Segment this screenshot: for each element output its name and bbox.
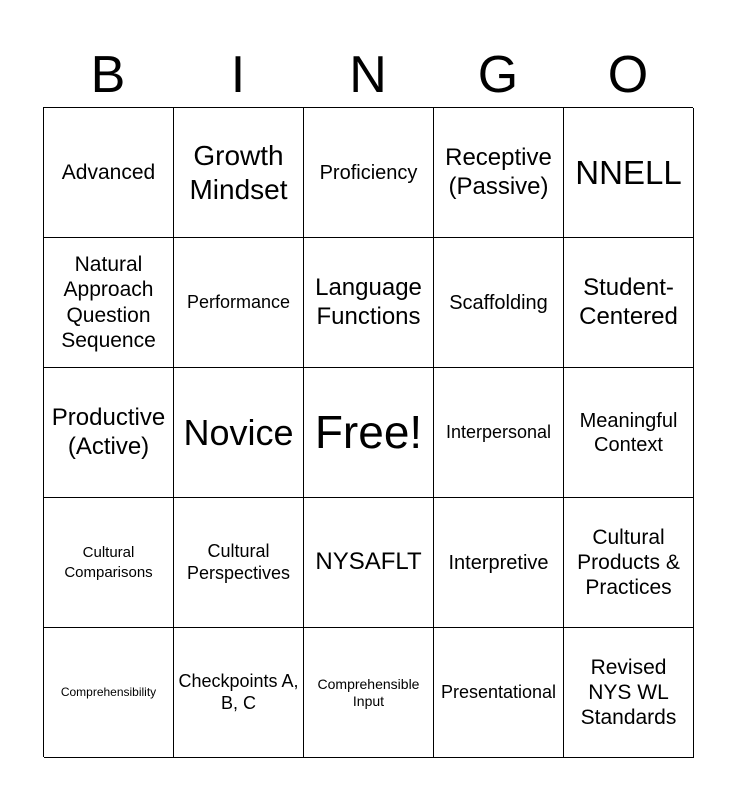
- cell-text: Novice: [183, 411, 294, 453]
- bingo-cell[interactable]: [304, 108, 434, 238]
- cell-text: NYSAFLT: [315, 548, 422, 576]
- cell-text: Revised NYS WL Standards: [580, 655, 677, 730]
- header-letter-o: O: [607, 46, 649, 104]
- cell-text: Growth Mindset: [189, 139, 288, 205]
- bingo-cell[interactable]: [304, 238, 434, 368]
- bingo-cell[interactable]: [44, 498, 174, 628]
- bingo-cell[interactable]: [44, 368, 174, 498]
- header-letter-i: I: [230, 46, 246, 104]
- cell-text: Comprehensibility: [60, 685, 157, 700]
- bingo-cell[interactable]: [174, 368, 304, 498]
- bingo-board: [43, 107, 693, 757]
- cell-text: Receptive (Passive): [445, 143, 552, 200]
- bingo-cell[interactable]: [434, 368, 564, 498]
- bingo-cell[interactable]: [434, 238, 564, 368]
- cell-text: Presentational: [440, 681, 557, 702]
- cell-text: Cultural Comparisons: [64, 544, 153, 581]
- cell-text: Cultural Perspectives: [186, 540, 291, 583]
- free-space-cell[interactable]: [304, 368, 434, 498]
- cell-text: Productive (Active): [51, 403, 166, 460]
- bingo-cell[interactable]: [564, 498, 694, 628]
- cell-text: Proficiency: [319, 161, 418, 184]
- cell-text: Natural Approach Question Sequence: [61, 253, 156, 352]
- bingo-cell[interactable]: [434, 498, 564, 628]
- cell-text: Interpretive: [448, 551, 549, 574]
- bingo-cell[interactable]: [434, 108, 564, 238]
- cell-text: Language Functions: [315, 273, 422, 330]
- bingo-cell[interactable]: [434, 628, 564, 758]
- bingo-cell[interactable]: [564, 628, 694, 758]
- bingo-cell[interactable]: [44, 628, 174, 758]
- bingo-cell[interactable]: [564, 238, 694, 368]
- bingo-cell[interactable]: [564, 368, 694, 498]
- free-space-text: Free!: [314, 405, 423, 458]
- bingo-cell[interactable]: [304, 498, 434, 628]
- bingo-cell[interactable]: [304, 628, 434, 758]
- cell-text: Cultural Products & Practices: [577, 525, 680, 600]
- header-letter-n: N: [349, 46, 387, 104]
- bingo-cell[interactable]: [44, 238, 174, 368]
- bingo-header: [43, 44, 693, 106]
- bingo-cell[interactable]: [174, 108, 304, 238]
- cell-text: Checkpoints A, B, C: [178, 670, 299, 713]
- cell-text: Meaningful Context: [579, 409, 678, 456]
- bingo-cell[interactable]: [174, 498, 304, 628]
- header-letter-g: G: [477, 46, 519, 104]
- cell-text: Student-Centered: [579, 273, 678, 330]
- bingo-cell[interactable]: [44, 108, 174, 238]
- cell-text: Interpersonal: [445, 421, 552, 442]
- cell-text: Scaffolding: [449, 291, 548, 314]
- cell-text: Advanced: [61, 160, 156, 184]
- cell-text: NNELL: [575, 153, 682, 191]
- cell-text: Performance: [186, 291, 291, 312]
- header-letter-b: B: [90, 46, 126, 104]
- cell-text: Comprehensible Input: [317, 675, 420, 709]
- bingo-cell[interactable]: [564, 108, 694, 238]
- bingo-cell[interactable]: [174, 238, 304, 368]
- bingo-cell[interactable]: [174, 628, 304, 758]
